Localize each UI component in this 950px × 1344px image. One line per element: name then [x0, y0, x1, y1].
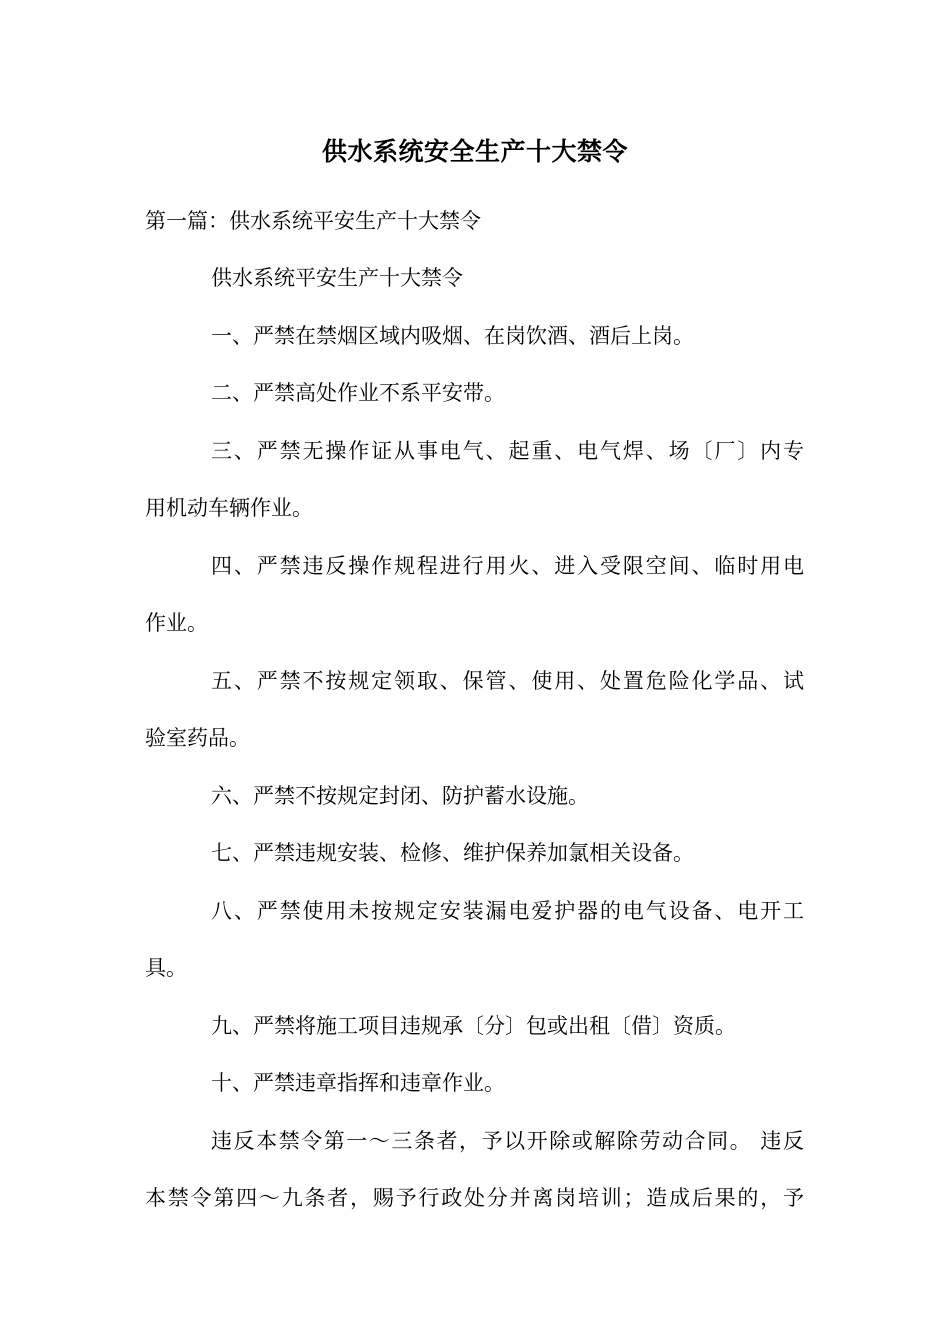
document-title: 供水系统安全生产十大禁令	[321, 137, 628, 166]
rule-10: 十、严禁违章指挥和违章作业。	[211, 1071, 505, 1095]
rule-6: 六、严禁不按规定封闭、防护蓄水设施。	[211, 784, 589, 808]
rule-7: 七、严禁违规安装、检修、维护保养加氯相关设备。	[211, 841, 694, 865]
rule-4-line-2: 作业。	[145, 611, 208, 635]
rule-1: 一、严禁在禁烟区域内吸烟、在岗饮酒、酒后上岗。	[211, 324, 694, 348]
rule-5-line-1: 五、严禁不按规定领取、保管、使用、处置危险化学品、试	[211, 669, 804, 693]
rule-5-line-2: 验室药品。	[145, 726, 250, 750]
rule-9: 九、严禁将施工项目违规承〔分〕包或出租〔借〕资质。	[211, 1014, 736, 1038]
rule-8-line-2: 具。	[145, 956, 187, 980]
rule-3-line-2: 用机动车辆作业。	[145, 496, 313, 520]
rule-4-line-1: 四、严禁违反操作规程进行用火、进入受限空间、临时用电	[211, 554, 804, 578]
penalty-line-2: 本禁令第四～九条者，赐予行政处分并离岗培训；造成后果的，予	[145, 1186, 804, 1210]
rule-3-line-1: 三、严禁无操作证从事电气、起重、电气焊、场〔厂〕内专	[211, 439, 804, 463]
penalty-line-1: 违反本禁令第一～三条者，予以开除或解除劳动合同。 违反	[211, 1129, 804, 1153]
rule-2: 二、严禁高处作业不系平安带。	[211, 381, 505, 405]
section-subheading: 供水系统平安生产十大禁令	[211, 266, 463, 290]
rule-8-line-1: 八、严禁使用未按规定安装漏电爱护器的电气设备、电开工	[211, 899, 804, 923]
section-heading: 第一篇：供水系统平安生产十大禁令	[145, 209, 481, 233]
